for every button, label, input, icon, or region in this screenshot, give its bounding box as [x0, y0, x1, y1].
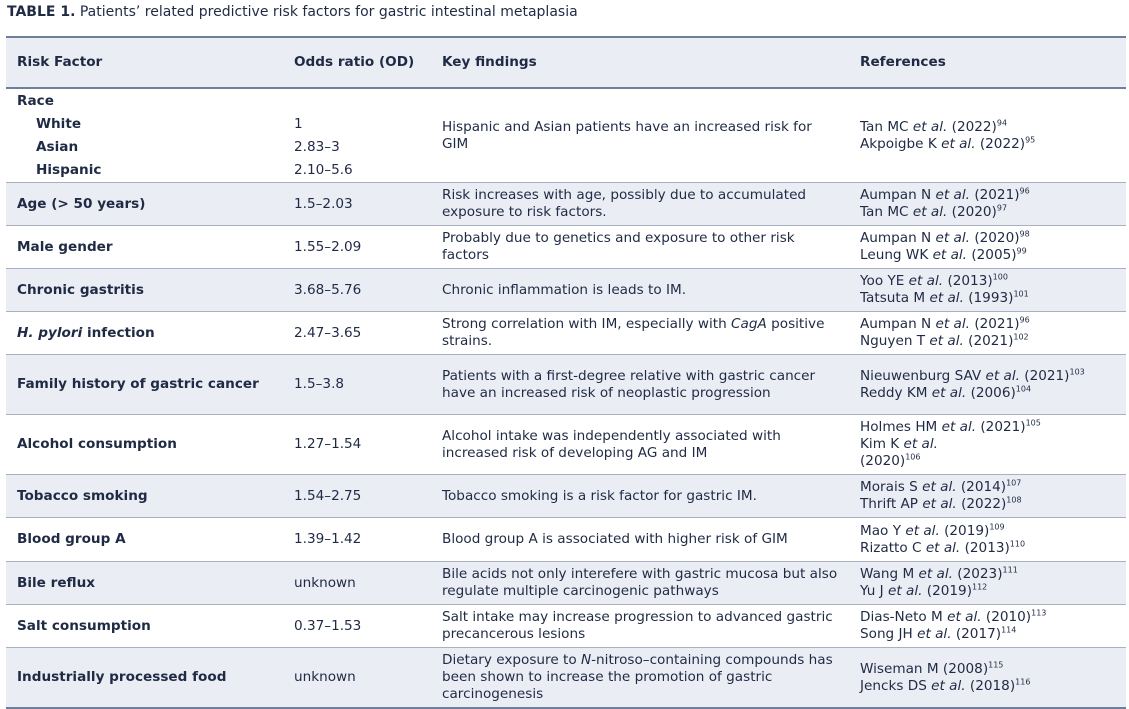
- table-row: [6, 355, 1126, 415]
- table-row: [6, 226, 1126, 269]
- key-finding-cell: Blood group A is associated with higher risk of GIM: [431, 518, 849, 562]
- header-references: References: [849, 37, 1126, 88]
- row8-ref-1: Yu J et al. $(2019)^{112}$: [860, 582, 988, 599]
- header-odds-ratio: Odds ratio (OD): [283, 37, 431, 88]
- key-finding-cell: Tobacco smoking is a risk factor for gastric IM.: [431, 475, 849, 518]
- table-row-race: [6, 88, 1126, 183]
- race-factor-cell: [6, 88, 283, 183]
- row2-ref-1: Tatsuta M et al. $(1993)^{101}$: [860, 289, 1029, 306]
- key-finding-cell: Chronic inflammation is leads to IM.: [431, 269, 849, 312]
- race-odds-hispanic: 2.10–5.6: [294, 162, 353, 178]
- row7-ref-1: Rizatto C et al. $(2013)^{110}$: [860, 538, 1026, 556]
- row8-ref-0: Wang M et al. $(2023)^{111}$: [860, 565, 1018, 582]
- references-cell: [849, 226, 1126, 269]
- race-ref-0: Tan MC et al. $(2022)^{94}$: [860, 117, 1008, 135]
- row2-ref-0: Yoo YE et al. $(2013)^{100}$: [860, 272, 1008, 289]
- odds-ratio-cell: unknown: [283, 562, 431, 605]
- key-finding-cell: Risk increases with age, possibly due to accumulated exposure to risk factors.: [431, 183, 849, 226]
- odds-ratio-cell: 1.54–2.75: [283, 475, 431, 518]
- risk-factor-cell: Blood group A: [6, 518, 283, 562]
- table-row: [6, 605, 1126, 648]
- risk-factor-cell: Salt consumption: [6, 605, 283, 648]
- row0-ref-1: Tan MC et al. $(2020)^{97}$: [860, 203, 1008, 220]
- table-caption-label: TABLE 1.: [7, 4, 76, 20]
- row0-ref-0: Aumpan N et al. $(2021)^{96}$: [860, 186, 1030, 203]
- race-finding: Hispanic and Asian patients have an increased risk for GIM: [431, 88, 849, 183]
- row3-ref-0: Aumpan N et al. $(2021)^{96}$: [860, 315, 1030, 332]
- row9-ref-0: Dias-Neto M et al. $(2010)^{113}$: [860, 608, 1047, 625]
- risk-factor-cell: Male gender: [6, 226, 283, 269]
- risk-factor-cell: Industrially processed food: [6, 648, 283, 709]
- references-cell: [849, 648, 1126, 709]
- race-subgroup-white: White: [36, 116, 82, 132]
- race-references: [849, 88, 1126, 183]
- row1-ref-1: Leung WK et al. $(2005)^{99}$: [860, 246, 1027, 263]
- race-ref-1: Akpoigbe K et al. $(2022)^{95}$: [860, 134, 1036, 152]
- race-odds-asian: 2.83–3: [294, 139, 340, 155]
- race-odds-white: 1: [294, 116, 303, 132]
- risk-factor-cell: Age (> 50 years): [6, 183, 283, 226]
- odds-ratio-cell: 2.47–3.65: [283, 312, 431, 355]
- key-finding-cell: Salt intake may increase progression to advanced gastric precancerous lesions: [431, 605, 849, 648]
- row10-ref-0: Wiseman M $(2008)^{115}$: [860, 659, 1004, 677]
- odds-ratio-cell: 1.5–3.8: [283, 355, 431, 415]
- table-row: [6, 518, 1126, 562]
- odds-ratio-cell: 1.5–2.03: [283, 183, 431, 226]
- table-row: [6, 312, 1126, 355]
- race-subgroup-hispanic: Hispanic: [36, 162, 102, 178]
- row1-ref-0: Aumpan N et al. $(2020)^{98}$: [860, 229, 1030, 246]
- row4-ref-0: Nieuwenburg SAV et al. $(2021)^{103}$: [860, 366, 1085, 384]
- key-finding-cell: Patients with a first-degree relative with gastric cancer have an increased risk of neoplastic progression: [431, 355, 849, 415]
- row3-ref-1: Nguyen T et al. $(2021)^{102}$: [860, 332, 1029, 349]
- odds-ratio-cell: unknown: [283, 648, 431, 709]
- risk-factor-cell: Alcohol consumption: [6, 415, 283, 475]
- references-cell: [849, 312, 1126, 355]
- header-key-findings: Key findings: [431, 37, 849, 88]
- row9-ref-1: Song JH et al. $(2017)^{114}$: [860, 625, 1017, 642]
- race-label: Race: [17, 93, 54, 109]
- table-row: [6, 415, 1126, 475]
- risk-factor-cell: Family history of gastric cancer: [6, 355, 283, 415]
- odds-ratio-cell: 0.37–1.53: [283, 605, 431, 648]
- odds-ratio-cell: 1.27–1.54: [283, 415, 431, 475]
- race-odds-cell: [283, 88, 431, 183]
- table-row: [6, 648, 1126, 709]
- row7-ref-0: Mao Y et al. $(2019)^{109}$: [860, 521, 1005, 539]
- row6-ref-1: Thrift AP et al. $(2022)^{108}$: [860, 495, 1022, 512]
- table-header-row: [6, 37, 1126, 88]
- odds-ratio-cell: 1.55–2.09: [283, 226, 431, 269]
- references-cell: [849, 475, 1126, 518]
- table-row: [6, 475, 1126, 518]
- key-finding-cell: Dietary exposure to N-nitroso–containing compounds has been shown to increase the promotion of gastric carcinogenesis: [431, 648, 849, 709]
- table-caption: [7, 3, 578, 21]
- references-cell: [849, 518, 1126, 562]
- row6-ref-0: Morais S et al. $(2014)^{107}$: [860, 478, 1022, 495]
- risk-factor-table: [6, 36, 1126, 709]
- odds-ratio-cell: 3.68–5.76: [283, 269, 431, 312]
- risk-factor-cell: Chronic gastritis: [6, 269, 283, 312]
- table-row: [6, 269, 1126, 312]
- row5-ref-1: Kim K et al.: [860, 436, 938, 452]
- references-cell: [849, 269, 1126, 312]
- key-finding-cell: Probably due to genetics and exposure to other risk factors: [431, 226, 849, 269]
- references-cell: [849, 605, 1126, 648]
- key-finding-cell: Alcohol intake was independently associated with increased risk of developing AG and IM: [431, 415, 849, 475]
- references-cell: [849, 415, 1126, 475]
- references-cell: [849, 183, 1126, 226]
- references-cell: [849, 562, 1126, 605]
- header-risk-factor: Risk Factor: [6, 37, 283, 88]
- table-body: [6, 88, 1126, 708]
- risk-factor-cell: H. pylori infection: [6, 312, 283, 355]
- table-caption-text: Patients’ related predictive risk factors for gastric intestinal metaplasia: [75, 4, 578, 20]
- risk-factor-cell: Tobacco smoking: [6, 475, 283, 518]
- table-row: [6, 183, 1126, 226]
- table-row: [6, 562, 1126, 605]
- odds-ratio-cell: 1.39–1.42: [283, 518, 431, 562]
- race-subgroup-asian: Asian: [36, 139, 79, 155]
- key-finding-cell: Strong correlation with IM, especially with CagA positive strains.: [431, 312, 849, 355]
- row10-ref-1: Jencks DS et al. $(2018)^{116}$: [860, 676, 1031, 694]
- references-cell: [849, 355, 1126, 415]
- row4-ref-1: Reddy KM et al. $(2006)^{104}$: [860, 383, 1032, 401]
- row5-ref-2: $(2020)^{106}$: [860, 452, 921, 469]
- row5-ref-0: Holmes HM et al. $(2021)^{105}$: [860, 418, 1041, 435]
- key-finding-cell: Bile acids not only interefere with gastric mucosa but also regulate multiple carcinogenic pathways: [431, 562, 849, 605]
- risk-factor-cell: Bile reflux: [6, 562, 283, 605]
